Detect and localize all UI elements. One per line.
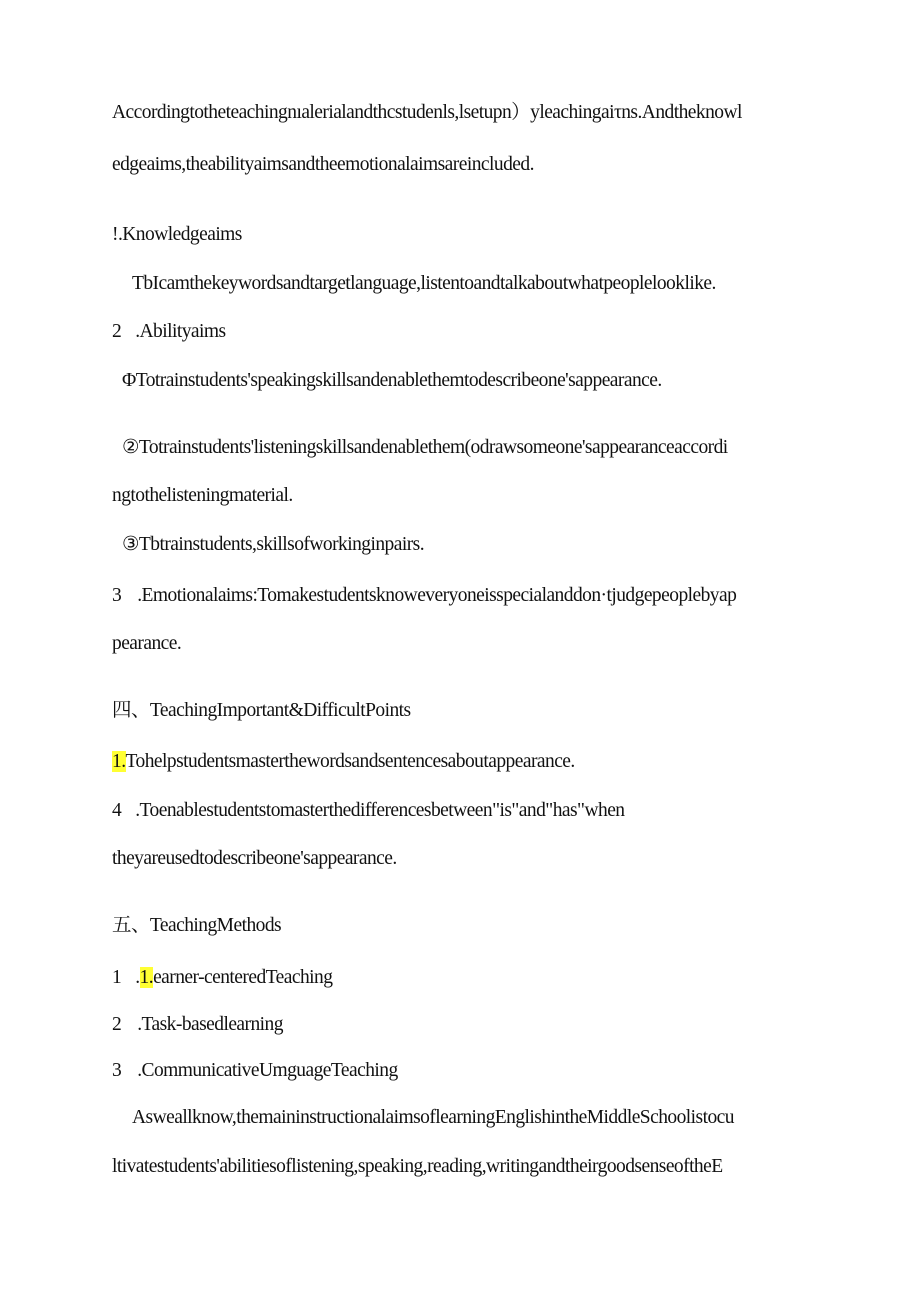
method-1-highlight: 1.	[139, 967, 154, 988]
knowledge-aims-text: TbIcamthekeywordsandtargetlanguage,listentoandtalkaboutwhatpeoplelooklike.	[132, 273, 716, 294]
section-five-heading: 五、TeachingMethods	[112, 915, 282, 936]
method-3-number: 3	[112, 1060, 122, 1081]
point-1	[112, 750, 575, 774]
ability-aim-2-line-2: ngtothelisteningmaterial.	[112, 485, 293, 506]
emotional-aims-text: .Emotionalaims:Tomakestudentsknoweveryoneisspecialanddon·tjudgepeoplebyap	[137, 585, 737, 606]
method-3	[112, 1059, 398, 1083]
point-1-text: Tohelpstudentsmasterthewordsandsentencesaboutappearance.	[125, 751, 575, 772]
section-four-heading: 四、TeachingImportant&DifficultPoints	[112, 700, 411, 721]
ability-aims-heading	[112, 320, 226, 344]
method-1-dot: .	[135, 967, 140, 988]
method-3-text: .CommunicativeUmguageTeaching	[137, 1060, 398, 1081]
point-1-number-highlight: 1.	[112, 751, 126, 772]
intro-line-1: Accordingtotheteachingnıalerialandthcstudenls,lsetupn）yleachingaiτns.Andtheknowl	[112, 102, 742, 123]
method-2-text: .Task-basedlearning	[137, 1014, 283, 1035]
point-2-line-2: theyareusedtodescribeone'sappearance.	[112, 848, 397, 869]
ability-aim-1: ΦTotrainstudents'speakingskillsandenablethemtodescribeone'sappearance.	[122, 370, 662, 391]
method-2	[112, 1013, 283, 1037]
emotional-aims-line-1	[112, 584, 736, 608]
intro-line-2: edgeaims,theabilityaimsandtheemotionalaimsareincluded.	[112, 154, 534, 175]
method-2-number: 2	[112, 1014, 122, 1035]
ability-aims-title: .Abilityaims	[135, 321, 226, 342]
paragraph-line-2: ltivatestudents'abilitiesoflistening,speaking,reading,writingandtheirgoodsenseoftheE	[112, 1156, 723, 1177]
method-1-text: earner-centeredTeaching	[153, 967, 333, 988]
ability-aim-3: ③Tbtrainstudents,skillsofworkinginpairs.	[122, 534, 425, 555]
point-2-text: .Toenablestudentstomasterthedifferencesbetween"is"and"has"when	[135, 800, 625, 821]
ability-aim-2-line-1: ②Totrainstudents'listeningskillsandenablethem(odrawsomeone'sappearanceaccordi	[122, 437, 728, 458]
point-2-line-1	[112, 799, 625, 823]
ability-aims-number: 2	[112, 321, 122, 342]
emotional-aims-line-2: pearance.	[112, 633, 182, 654]
paragraph-line-1: Asweallknow,themaininstructionalaimsoflearningEnglishintheMiddleSchoolistocu	[132, 1107, 734, 1128]
method-1	[112, 966, 332, 990]
emotional-aims-number: 3	[112, 585, 122, 606]
method-1-number: 1	[112, 967, 122, 988]
knowledge-aims-heading: !.Knowledgeaims	[112, 224, 242, 245]
point-2-number: 4	[112, 800, 122, 821]
